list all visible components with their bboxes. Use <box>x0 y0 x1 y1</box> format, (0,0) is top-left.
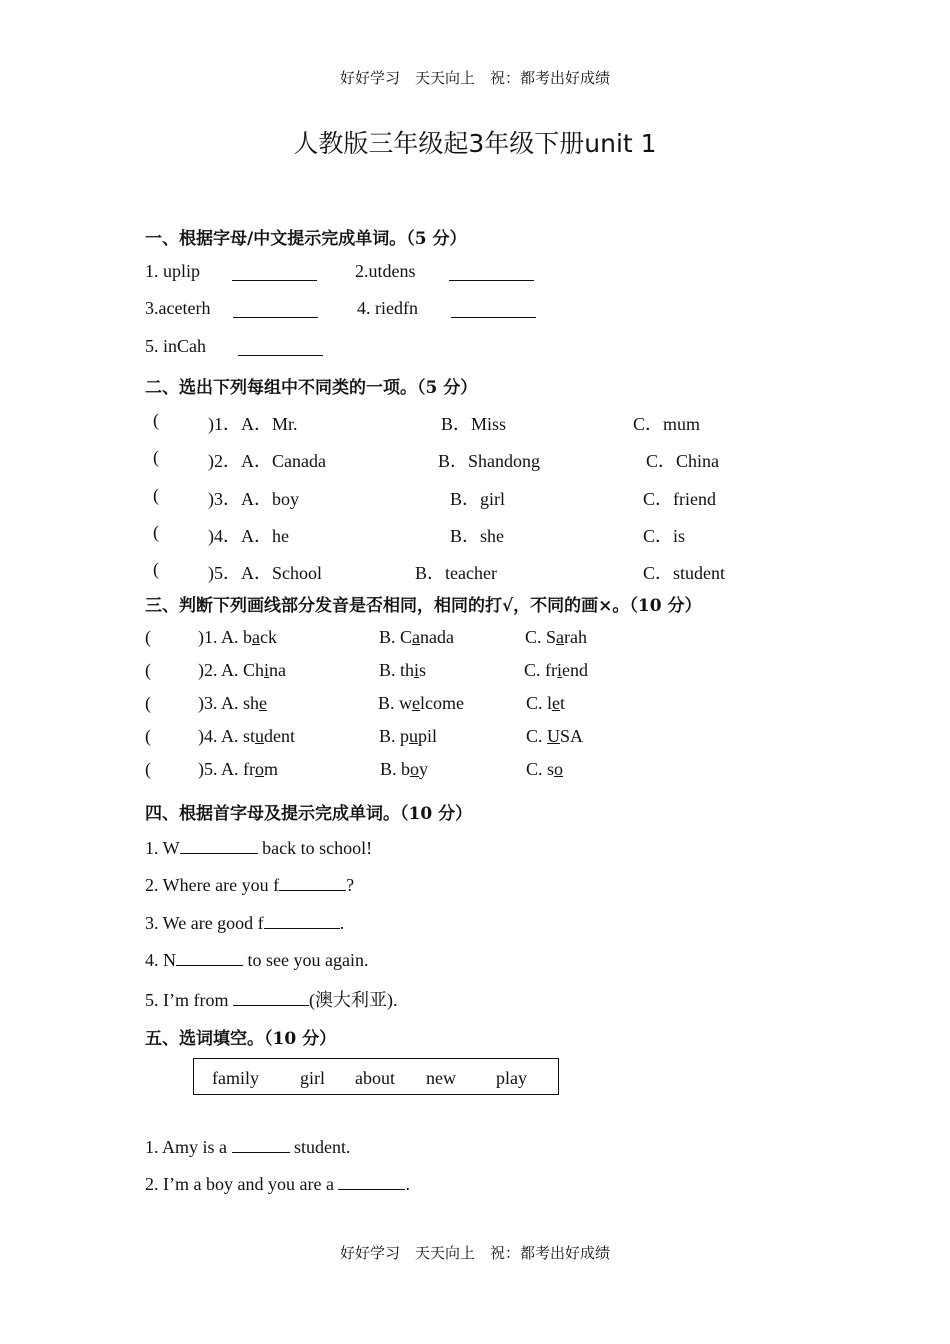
s3-paren-3[interactable]: ( <box>145 693 151 713</box>
s4-answer-blank-1[interactable] <box>180 837 258 854</box>
s2-option-a-2: )2．A．Canada <box>208 451 326 471</box>
s3-option-c-2: C. friend <box>524 660 589 680</box>
word-bank-word: about <box>355 1068 395 1088</box>
s3-option-a-2: )2. A. China <box>198 660 287 680</box>
s4-item-2: 2. Where are you f ? <box>145 875 355 895</box>
s3-option-a-5: )5. A. from <box>198 759 279 779</box>
word-bank-word: girl <box>300 1068 325 1088</box>
s1-answer-blank-2[interactable] <box>449 264 534 281</box>
section-3-heading: 三、判断下列画线部分发音是否相同，相同的打√，不同的画×。（10 分） <box>145 596 702 616</box>
s3-paren-4[interactable]: ( <box>145 726 151 746</box>
s3-option-a-1: )1. A. back <box>198 627 277 647</box>
s2-option-b-4: B．she <box>450 526 504 546</box>
s2-option-b-3: B．girl <box>450 489 506 509</box>
s3-option-c-3: C. let <box>526 693 566 713</box>
s3-option-b-2: B. this <box>379 660 427 680</box>
word-bank-word: new <box>426 1068 456 1088</box>
section-1-heading: 一、根据字母/中文提示完成单词。（5 分） <box>145 229 467 249</box>
s2-option-a-1: )1．A．Mr. <box>208 414 298 434</box>
s4-answer-blank-3[interactable] <box>264 912 340 929</box>
s5-item-2: 2. I’m a boy and you are a . <box>145 1174 410 1194</box>
s1-item-3: 3.aceterh <box>145 298 211 318</box>
s3-paren-2[interactable]: ( <box>145 660 151 680</box>
s4-item-1: 1. W back to school! <box>145 838 373 858</box>
s4-answer-blank-4[interactable] <box>176 949 243 966</box>
s2-option-c-3: C．friend <box>643 489 716 509</box>
s5-item-1: 1. Amy is a student. <box>145 1137 351 1157</box>
s4-item-4: 4. N to see you again. <box>145 950 369 970</box>
s2-paren-1[interactable]: ( <box>153 410 159 430</box>
s2-option-c-1: C．mum <box>633 414 701 434</box>
s2-paren-2[interactable]: ( <box>153 447 159 467</box>
s2-option-a-4: )4．A．he <box>208 526 289 546</box>
s1-answer-blank-3[interactable] <box>233 301 318 318</box>
s5-answer-blank-2[interactable] <box>338 1173 405 1190</box>
s3-option-a-3: )3. A. she <box>198 693 268 713</box>
s3-option-c-5: C. so <box>526 759 564 779</box>
s3-option-b-3: B. welcome <box>378 693 464 713</box>
s2-option-a-3: )3．A．boy <box>208 489 299 509</box>
section-2-heading: 二、选出下列每组中不同类的一项。（5 分） <box>145 378 478 398</box>
word-bank-word: play <box>496 1068 527 1088</box>
s2-option-c-4: C．is <box>643 526 686 546</box>
page-header: 好好学习 天天向上 祝：都考出好成绩 <box>339 69 610 87</box>
s5-answer-blank-1[interactable] <box>232 1136 290 1153</box>
s2-option-a-5: )5．A．School <box>208 563 322 583</box>
section-5-heading: 五、选词填空。（10 分） <box>145 1029 337 1049</box>
s2-option-c-2: C．China <box>646 451 720 471</box>
s3-option-c-4: C. USA <box>526 726 584 746</box>
word-bank-box <box>193 1058 559 1095</box>
s2-option-b-1: B．Miss <box>441 414 507 434</box>
s3-option-b-5: B. boy <box>380 759 429 779</box>
s2-option-b-5: B．teacher <box>415 563 497 583</box>
s3-option-b-1: B. Canada <box>379 627 454 647</box>
s1-item-4: 4. riedfn <box>357 298 418 318</box>
s3-option-a-4: )4. A. student <box>198 726 296 746</box>
s4-answer-blank-2[interactable] <box>279 874 346 891</box>
s1-item-5: 5. inCah <box>145 336 206 356</box>
s2-option-b-2: B．Shandong <box>438 451 541 471</box>
s3-paren-1[interactable]: ( <box>145 627 151 647</box>
s1-answer-blank-1[interactable] <box>232 264 317 281</box>
s3-paren-5[interactable]: ( <box>145 759 151 779</box>
word-bank-word: family <box>212 1068 259 1088</box>
page-footer: 好好学习 天天向上 祝：都考出好成绩 <box>339 1244 610 1262</box>
s2-paren-3[interactable]: ( <box>153 485 159 505</box>
s4-item-3: 3. We are good f . <box>145 913 345 933</box>
s2-paren-5[interactable]: ( <box>153 559 159 579</box>
s4-answer-blank-5[interactable] <box>233 989 309 1006</box>
s1-answer-blank-4[interactable] <box>451 301 536 318</box>
s3-option-b-4: B. pupil <box>379 726 438 746</box>
s1-item-1: 1. uplip <box>145 261 201 281</box>
page-title: 人教版三年级起3年级下册unit 1 <box>293 129 657 158</box>
s3-option-c-1: C. Sarah <box>525 627 588 647</box>
s4-item-5: 5. I’m from (澳大利亚). <box>145 990 398 1010</box>
s2-option-c-5: C．student <box>643 563 726 583</box>
section-4-heading: 四、根据首字母及提示完成单词。（10 分） <box>145 804 473 824</box>
s1-item-2: 2.utdens <box>355 261 416 281</box>
s1-answer-blank-5[interactable] <box>238 339 323 356</box>
s2-paren-4[interactable]: ( <box>153 522 159 542</box>
